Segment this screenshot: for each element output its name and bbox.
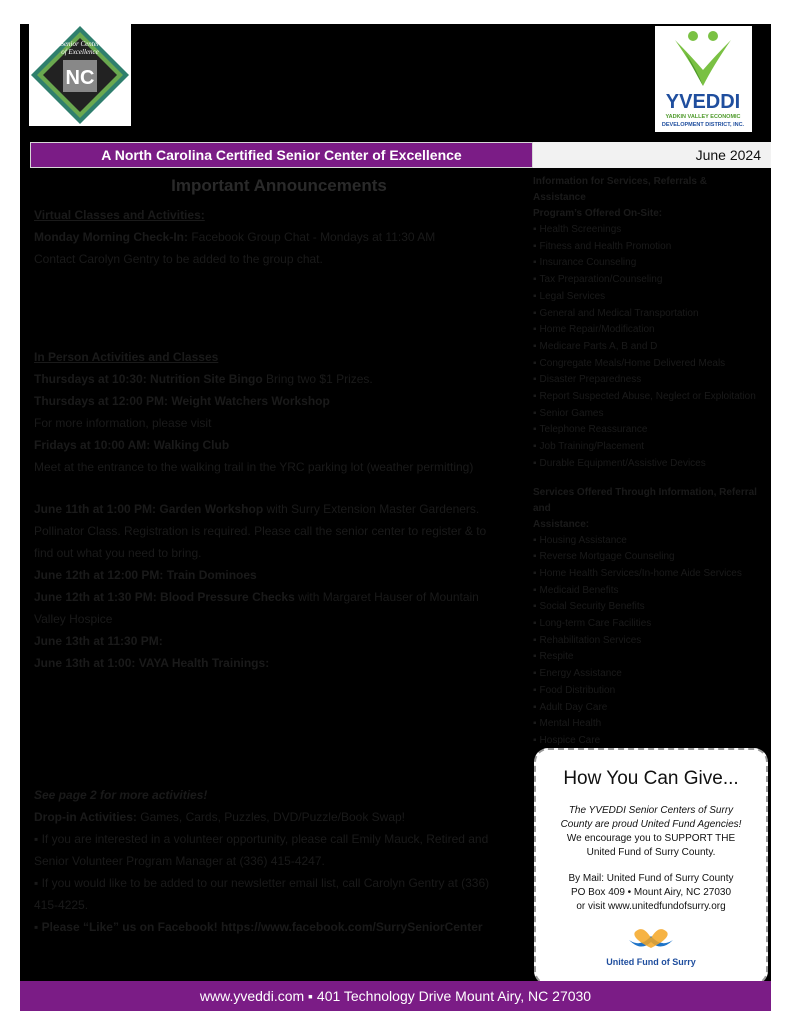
services-heading-1b: Assistance xyxy=(533,192,586,203)
yveddi-figures-icon xyxy=(655,26,752,132)
inperson-item-1-label: Thursdays at 10:30: Nutrition Site Bingo xyxy=(34,372,263,386)
list-item: ▪ Respite xyxy=(533,649,771,666)
united-fund-wordmark: United Fund of Surry xyxy=(606,957,696,967)
list-item: ▪ Food Distribution xyxy=(533,683,771,700)
list-item: ▪ Health Screenings xyxy=(533,222,771,239)
inperson-item-3: For more information, please visit xyxy=(34,416,212,430)
referral-heading-b: Assistance: xyxy=(533,518,590,530)
newsletter-line-1: ▪ If you would like to be added to our newsletter email list, call Carolyn Gentry at (336) xyxy=(34,876,490,890)
drop-in-label: Drop-in Activities: xyxy=(34,810,137,824)
logo-line-1: Senior Center xyxy=(60,40,100,48)
june-item-1 xyxy=(34,498,524,520)
yveddi-sub-2: DEVELOPMENT DISTRICT, INC. xyxy=(661,122,745,128)
logo-nc: NC xyxy=(65,67,95,89)
united-fund-logo xyxy=(536,922,766,967)
give-line-3: We encourage you to SUPPORT THE xyxy=(566,833,736,844)
june-item-5 xyxy=(34,586,524,608)
inperson-item-1 xyxy=(34,368,524,390)
inperson-item-4: Fridays at 10:00 AM: Walking Club xyxy=(34,438,230,452)
senior-center-excellence-logo xyxy=(29,24,131,126)
header-banner: A North Carolina Certified Senior Center of Excellence xyxy=(30,142,533,168)
yveddi-wordmark: YVEDDI xyxy=(665,91,741,113)
volunteer-line-2: Senior Volunteer Program Manager at (336) 415-4247. xyxy=(34,854,325,868)
june-item-2: Pollinator Class. Registration is required. Please call the senior center to register & to xyxy=(34,524,487,538)
facebook-line: ▪ Please “Like” us on Facebook! https://www.facebook.com/SurrySeniorCenter xyxy=(34,920,483,934)
list-item: ▪ Home Health Services/In-home Aide Services xyxy=(533,566,771,583)
see-page-note: See page 2 for more activities! xyxy=(34,788,208,802)
issue-date: June 2024 xyxy=(533,142,771,168)
list-item: ▪ Telephone Reassurance xyxy=(533,422,771,439)
list-item: ▪ Long-term Care Facilities xyxy=(533,616,771,633)
list-item: ▪ Fitness and Health Promotion xyxy=(533,239,771,256)
diamond-logo-icon xyxy=(29,24,131,126)
newsletter-line-2: 415-4225. xyxy=(34,898,89,912)
list-item: ▪ Medicaid Benefits xyxy=(533,583,771,600)
list-item: ▪ Legal Services xyxy=(533,289,771,306)
services-heading-1: Information for Services, Referrals & xyxy=(533,176,707,187)
list-item: ▪ Adult Day Care xyxy=(533,700,771,717)
referral-heading: Services Offered Through Information, Referral and xyxy=(533,486,757,514)
list-item: ▪ Senior Games xyxy=(533,406,771,423)
mail-line-2: PO Box 409 • Mount Airy, NC 27030 xyxy=(570,887,732,898)
announcements-title: Important Announcements xyxy=(171,176,387,195)
hands-heart-icon xyxy=(621,922,681,952)
inperson-heading: In Person Activities and Classes xyxy=(34,350,219,364)
inperson-item-2: Thursdays at 12:00 PM: Weight Watchers Workshop xyxy=(34,394,330,408)
website-line: or visit www.unitedfundofsurry.org xyxy=(576,901,726,912)
list-item: ▪ Congregate Meals/Home Delivered Meals xyxy=(533,356,771,373)
list-item: ▪ Job Training/Placement xyxy=(533,439,771,456)
yveddi-logo xyxy=(655,26,752,132)
newsletter-page xyxy=(20,24,771,1011)
list-item: ▪ Insurance Counseling xyxy=(533,255,771,272)
june-item-1-text: with Surry Extension Master Gardeners. xyxy=(263,502,480,516)
list-item: ▪ Disaster Preparedness xyxy=(533,372,771,389)
june-item-8: June 13th at 1:00: VAYA Health Trainings: xyxy=(34,656,270,670)
list-item: ▪ Housing Assistance xyxy=(533,533,771,550)
yveddi-sub-1: YADKIN VALLEY ECONOMIC xyxy=(665,114,741,120)
onsite-list xyxy=(533,222,771,473)
list-item: ▪ Hospice Care xyxy=(533,733,771,750)
give-line-2: County are proud United Fund Agencies! xyxy=(560,819,742,830)
mail-line-1: By Mail: United Fund of Surry County xyxy=(568,873,734,884)
june-item-1-label: June 11th at 1:00 PM: Garden Workshop xyxy=(34,502,264,516)
june-item-7: June 13th at 11:30 PM: xyxy=(34,634,163,648)
footer-address: www.yveddi.com ▪ 401 Technology Drive Mount Airy, NC 27030 xyxy=(20,981,771,1011)
list-item: ▪ Energy Assistance xyxy=(533,666,771,683)
list-item: ▪ Durable Equipment/Assistive Devices xyxy=(533,456,771,473)
list-item: ▪ Home Repair/Modification xyxy=(533,322,771,339)
inperson-item-1-text: Bring two $1 Prizes. xyxy=(262,372,373,386)
list-item: ▪ Rehabilitation Services xyxy=(533,633,771,650)
volunteer-line-1: ▪ If you are interested in a volunteer opportunity, please call Emily Mauck, Retired and xyxy=(34,832,489,846)
list-item: ▪ Tax Preparation/Counseling xyxy=(533,272,771,289)
virtual-heading: Virtual Classes and Activities: xyxy=(34,208,205,222)
list-item: ▪ Report Suspected Abuse, Neglect or Exploitation xyxy=(533,389,771,406)
june-item-5-label: June 12th at 1:30 PM: Blood Pressure Checks xyxy=(34,590,295,604)
logo-line-2: of Excellence xyxy=(61,48,99,56)
drop-in-text: Games, Cards, Puzzles, DVD/Puzzle/Book Swap! xyxy=(136,810,406,824)
june-item-5-text: with Margaret Hauser of Mountain xyxy=(294,590,479,604)
referral-list xyxy=(533,533,771,750)
virtual-item-1-label: Monday Morning Check-In: xyxy=(34,230,188,244)
list-item: ▪ Social Security Benefits xyxy=(533,599,771,616)
virtual-item-2: Contact Carolyn Gentry to be added to the group chat. xyxy=(34,252,323,266)
list-item: ▪ Mental Health xyxy=(533,716,771,733)
give-line-1: The YVEDDI Senior Centers of Surry xyxy=(568,805,734,816)
services-sidebar xyxy=(533,174,771,750)
drop-in-line xyxy=(34,806,524,828)
list-item: ▪ Medicare Parts A, B and D xyxy=(533,339,771,356)
virtual-item-1-text: Facebook Group Chat - Mondays at 11:30 AM xyxy=(188,230,436,244)
virtual-item-1 xyxy=(34,226,524,248)
june-item-6: Valley Hospice xyxy=(34,612,113,626)
list-item: ▪ Reverse Mortgage Counseling xyxy=(533,549,771,566)
announcements-column xyxy=(34,174,524,938)
inperson-item-5: Meet at the entrance to the walking trail in the YRC parking lot (weather permitting) xyxy=(34,460,474,474)
list-item: ▪ General and Medical Transportation xyxy=(533,306,771,323)
june-item-3: find out what you need to bring. xyxy=(34,546,202,560)
onsite-heading: Program’s Offered On-Site: xyxy=(533,208,663,219)
give-title: How You Can Give... xyxy=(563,768,739,789)
how-you-can-give-box xyxy=(534,748,768,985)
give-line-4: United Fund of Surry County. xyxy=(586,847,716,858)
june-item-4: June 12th at 12:00 PM: Train Dominoes xyxy=(34,568,257,582)
